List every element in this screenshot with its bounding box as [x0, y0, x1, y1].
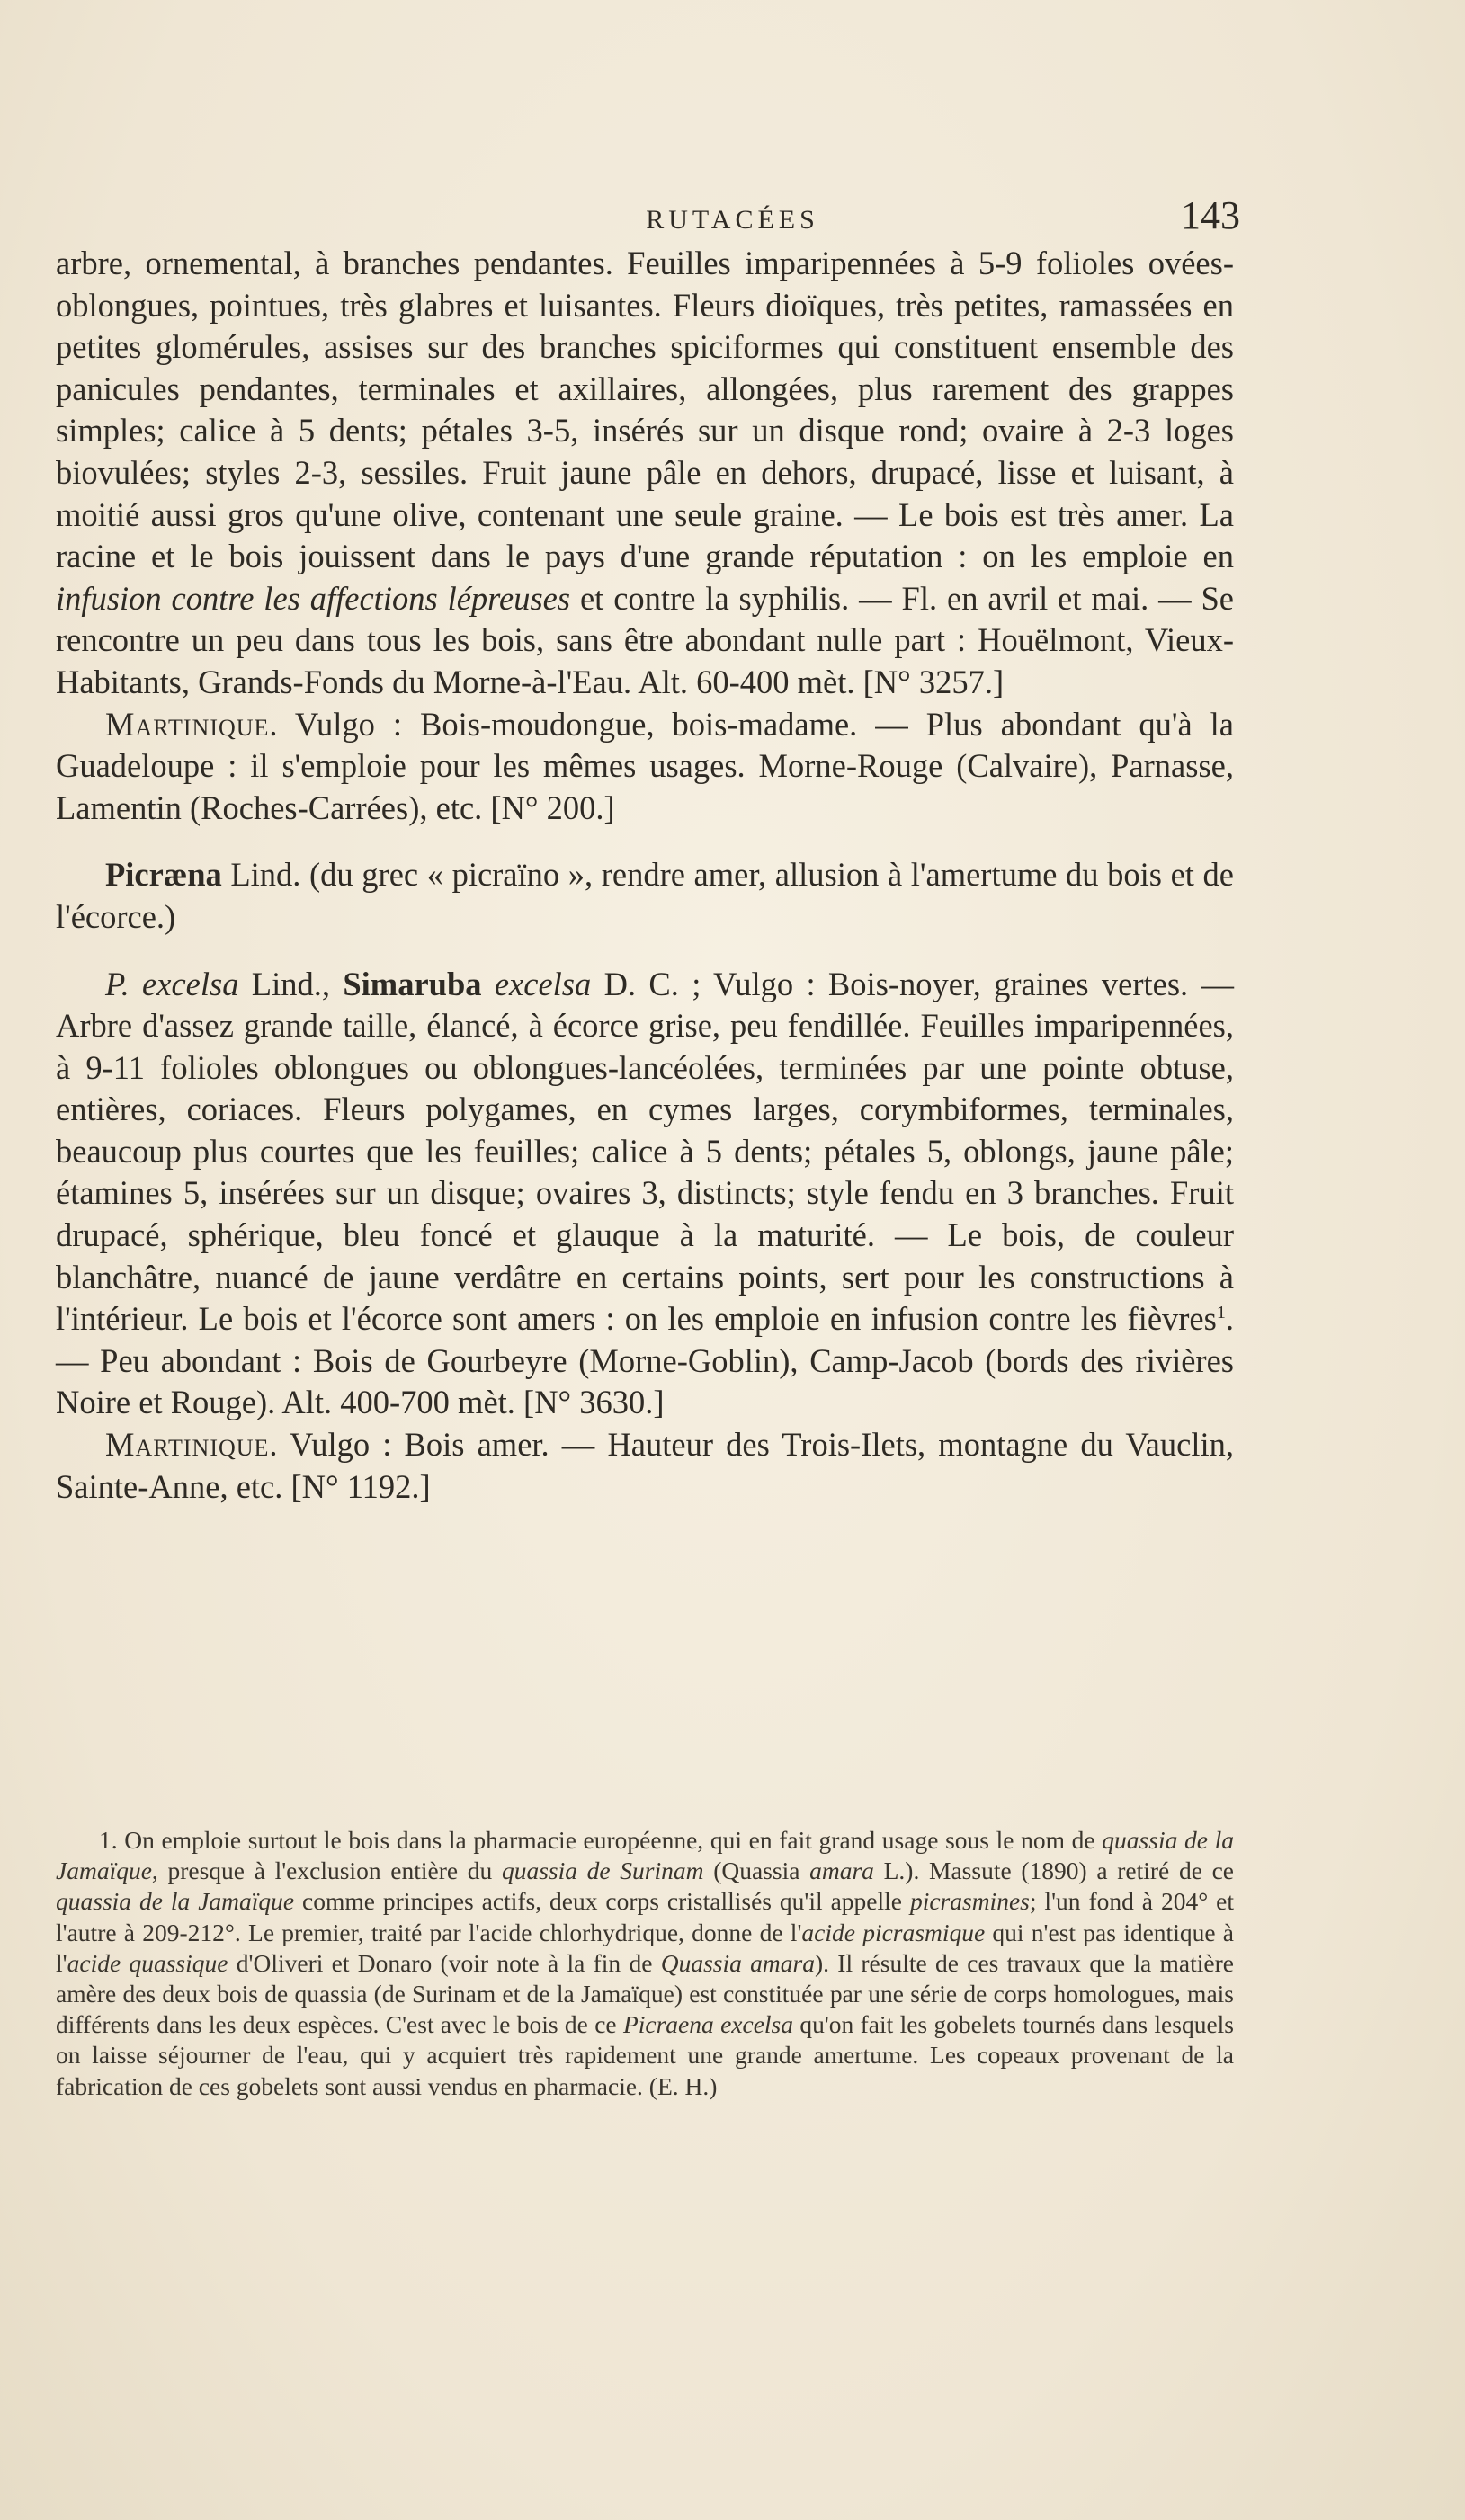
- italic-run: quassia de la Jamaïque: [56, 1887, 295, 1916]
- synonym-epithet: excelsa: [481, 965, 592, 1002]
- italic-run: acide picrasmique: [801, 1918, 986, 1946]
- running-head: RUTACÉES: [646, 205, 819, 235]
- text-run: (Quassia: [703, 1857, 810, 1885]
- text-run: 1. On emploie surtout le bois dans la pharmacie européenne, qui en fait grand usage sous le nom de: [99, 1826, 1103, 1854]
- paragraph-martinique-1: [56, 704, 1234, 830]
- text-run: Lind. (du grec « picraïno », rendre amer, allusion à l'amertume du bois et de l'écorce.): [56, 856, 1234, 935]
- locality-heading: Martinique: [105, 705, 270, 743]
- text-run: ). Il résulte de ces travaux que la matière amère des deux bois de quassia (de Surinam et de la Jamaïque) est constituée par une série de corps homologues, mais différents dans les deux espèces. C'est avec le bois de ce: [56, 1948, 1234, 2039]
- paragraph-martinique-2: [56, 1424, 1234, 1508]
- page-number: 143: [1181, 193, 1240, 237]
- text-run: . — Peu abondant : Bois de Gourbeyre (Morne-Goblin), Camp-Jacob (bords des rivières Noire et Rouge). Alt. 400-700 mèt. [N° 3630.]: [56, 1300, 1234, 1421]
- text-run: D. C. ; Vulgo : Bois-noyer, graines vertes. — Arbre d'assez grande taille, élancé, à écorce grise, peu fendillée. Feuilles imparipennées, à 9-11 folioles oblongues ou oblongues-lancéolées, terminées par une pointe obtuse, entières, coriaces. Fleurs polygames, en cymes larges, corymbiformes, terminales, beaucoup plus courtes que les feuilles; calice à 5 dents; pétales 5, oblongs, jaune pâle; étamines 5, insérées sur un disque; ovaires 3, distincts; style fendu en 3 branches. Fruit drupacé, sphérique, bleu foncé et glauque à la maturité. — Le bois, de couleur blanchâtre, nuancé de jaune verdâtre en certains points, sert pour les constructions à l'intérieur. Le bois et l'écorce sont amers : on les emploie en infusion contre les fièvres: [56, 965, 1234, 1338]
- species-name: P. excelsa: [105, 965, 239, 1002]
- italic-run: quassia de la Jamaïque: [56, 1826, 1234, 1885]
- italic-run: Picraena excelsa: [622, 2010, 793, 2039]
- footnote-1: [56, 1825, 1234, 2102]
- text-run: . Vulgo : Bois amer. — Hauteur des Trois-Ilets, montagne du Vauclin, Sainte-Anne, etc. [N° 1192.]: [56, 1426, 1234, 1505]
- locality-heading: Martinique: [105, 1426, 270, 1464]
- footnote-ref: 1: [1216, 1303, 1226, 1323]
- page-header: [0, 189, 1465, 243]
- text-run: d'Oliveri et Donaro (voir note à la fin de: [228, 1948, 661, 1977]
- footnotes: [56, 1825, 1234, 2102]
- genus-name: Picræna: [105, 856, 222, 894]
- text-run: et contre la syphilis. — Fl. en avril et mai. — Se rencontre un peu dans tous les bois, sans être abondant nulle part : Houëlmont, Vieux-Habitants, Grands-Fonds du Morne-à-l'Eau. Alt. 60-400 mèt. [N° 3257.]: [56, 579, 1235, 700]
- paragraph-species: [56, 964, 1234, 1425]
- italic-run: infusion contre les affections lépreuses: [56, 579, 571, 617]
- italic-run: amara: [809, 1857, 874, 1885]
- text-run: L.). Massute (1890) a retiré de ce: [873, 1857, 1234, 1885]
- italic-run: quassia de Surinam: [501, 1857, 704, 1885]
- text-run: . Vulgo : Bois-moudongue, bois-madame. — Plus abondant qu'à la Guadeloupe : il s'emploie pour les mêmes usages. Morne-Rouge (Calvaire), Parnasse, Lamentin (Roches-Carrées), etc. [N° 200.]: [56, 705, 1234, 826]
- paragraph-genus: [56, 854, 1234, 938]
- text-run: comme principes actifs, deux corps cristallisés qu'il appelle: [294, 1887, 910, 1916]
- text-run: qui n'est pas identique à l': [56, 1918, 1234, 1977]
- text-run: arbre, ornemental, à branches pendantes. Feuilles imparipennées à 5-9 folioles ovées-oblongues, pointues, très glabres et luisantes. Fleurs dioïques, très petites, ramassées en petites glomérules, assises sur des branches spiciformes qui constituent ensemble des panicules pendantes, terminales et axillaires, allongées, plus rarement des grappes simples; calice à 5 dents; pétales 3-5, insérés sur un disque rond; ovaire à 2-3 loges biovulées; styles 2-3, sessiles. Fruit jaune pâle en dehors, drupacé, lisse et luisant, à moitié aussi gros qu'une olive, contenant une seule graine. — Le bois est très amer. La racine et le bois jouissent dans le pays d'une grande réputation : on les emploie en: [56, 245, 1234, 575]
- italic-run: acide quassique: [67, 1948, 228, 1977]
- main-text: [56, 243, 1234, 1508]
- synonym-genus: Simaruba: [343, 965, 482, 1002]
- text-run: ; l'un fond à 204° et l'autre à 209-212°. Le premier, traité par l'acide chlorhydrique, donne de l': [56, 1887, 1234, 1946]
- italic-run: picrasmines: [909, 1887, 1030, 1916]
- text-run: , presque à l'exclusion entière du: [151, 1857, 502, 1885]
- paragraph-cont: [56, 243, 1234, 704]
- text-run: Lind.,: [238, 965, 344, 1002]
- text-run: qu'on fait les gobelets tournés dans lesquels on laisse séjourner de l'eau, qui y acquiert très rapidement une grande amertume. Les copeaux provenant de la fabrication de ces gobelets sont aussi vendus en pharmacie. (E. H.): [56, 2010, 1235, 2100]
- italic-run: Quassia amara: [660, 1948, 815, 1977]
